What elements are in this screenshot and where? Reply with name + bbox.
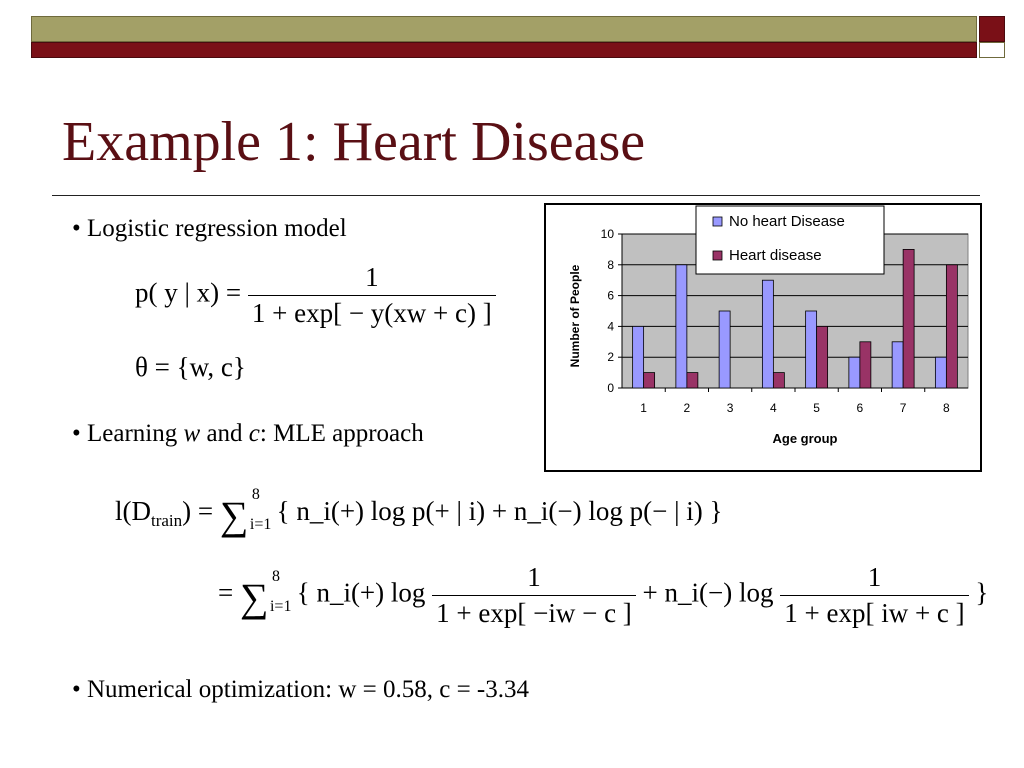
y-axis-label: Number of People <box>568 264 582 368</box>
bar <box>719 311 730 388</box>
chart-canvas <box>546 205 980 470</box>
equation-loglik-line1 <box>115 486 723 538</box>
slide-title: Example 1: Heart Disease <box>62 111 646 173</box>
bar <box>892 342 903 388</box>
loglik-fraction-1-num: 1 <box>527 562 541 592</box>
bar <box>762 280 773 388</box>
bullet-learning <box>72 420 424 448</box>
header-bar-olive <box>31 16 977 42</box>
loglik-line1-body: { n_i(+) log p(+ | i) + n_i(−) log p(− | i) } <box>276 496 723 527</box>
equation-theta: θ = {w, c} <box>135 352 246 382</box>
equation-model <box>135 262 496 329</box>
header-square-white <box>979 42 1005 58</box>
bar <box>849 357 860 388</box>
bullet-logistic-model: • Logistic regression model <box>72 215 347 242</box>
x-tick-label: 3 <box>726 401 734 415</box>
y-tick-label: 2 <box>607 350 614 365</box>
loglik-lhs: $l(D_{train})$ = <box>115 496 214 531</box>
header-square-maroon <box>979 16 1005 42</box>
bar <box>817 326 828 388</box>
y-tick-label: 0 <box>607 381 614 395</box>
bar <box>860 342 871 388</box>
x-tick-label: 8 <box>943 401 950 415</box>
x-axis-label: Age group <box>772 431 838 446</box>
loglik-fraction-1 <box>432 562 636 629</box>
bullet-numerical-optimization: • Numerical optimization: w = 0.58, c = -3.34 <box>72 676 529 703</box>
loglik-fraction-2-num: 1 <box>867 562 882 592</box>
x-tick-label: 1 <box>640 401 647 415</box>
loglik-line2-part-b: + n_i(−) log <box>642 577 774 608</box>
y-tick-label: 8 <box>607 257 614 272</box>
x-tick-label: 6 <box>856 401 864 415</box>
loglik-fraction-2-den: 1 + exp[ iw + c ] <box>780 595 968 629</box>
bar <box>935 357 946 388</box>
title-divider <box>52 195 980 196</box>
y-tick-label: 4 <box>607 319 614 334</box>
bar <box>676 265 687 388</box>
model-lhs: p( y | x) = <box>135 277 242 308</box>
legend-label: Heart disease <box>729 247 822 264</box>
loglik-line2-part-a: { n_i(+) log <box>296 577 426 608</box>
bullet-learning-text: • Learning <box>72 420 184 447</box>
equation-loglik-line2 <box>218 562 988 629</box>
loglik-fraction-2 <box>780 562 968 629</box>
bar <box>773 373 784 388</box>
loglik-line2-eq: = <box>218 577 234 608</box>
legend-label: No heart Disease <box>729 213 845 230</box>
bullet-learning-c: c <box>248 420 260 447</box>
header-bar-maroon <box>31 42 977 58</box>
bar <box>644 373 655 388</box>
model-fraction <box>248 262 496 329</box>
model-denominator: 1 + exp[ − y(xw + c) ] <box>248 295 496 329</box>
x-tick-label: 2 <box>683 401 691 415</box>
y-tick-label: 10 <box>600 227 614 241</box>
sum-symbol-2: ∑ 8 i=1 <box>239 567 292 620</box>
bullet-learning-and: and <box>200 420 249 447</box>
loglik-line2-close: } <box>975 577 989 608</box>
model-numerator: 1 <box>365 262 379 292</box>
x-tick-label: 4 <box>770 401 777 415</box>
bar <box>687 373 698 388</box>
age-group-bar-chart <box>544 203 982 472</box>
sum-symbol: ∑ 8 i=1 <box>219 486 272 538</box>
x-tick-label: 7 <box>899 401 907 415</box>
bullet-learning-w: w <box>183 420 201 447</box>
loglik-fraction-1-den: 1 + exp[ −iw − c ] <box>432 595 636 629</box>
bar <box>903 249 914 388</box>
bar <box>806 311 817 388</box>
legend-swatch <box>713 217 722 226</box>
bullet-learning-suffix: : MLE approach <box>259 420 424 447</box>
y-tick-label: 6 <box>607 288 614 303</box>
legend-swatch <box>713 251 722 260</box>
bar <box>946 265 957 388</box>
x-tick-label: 5 <box>813 401 820 415</box>
bar <box>633 326 644 388</box>
